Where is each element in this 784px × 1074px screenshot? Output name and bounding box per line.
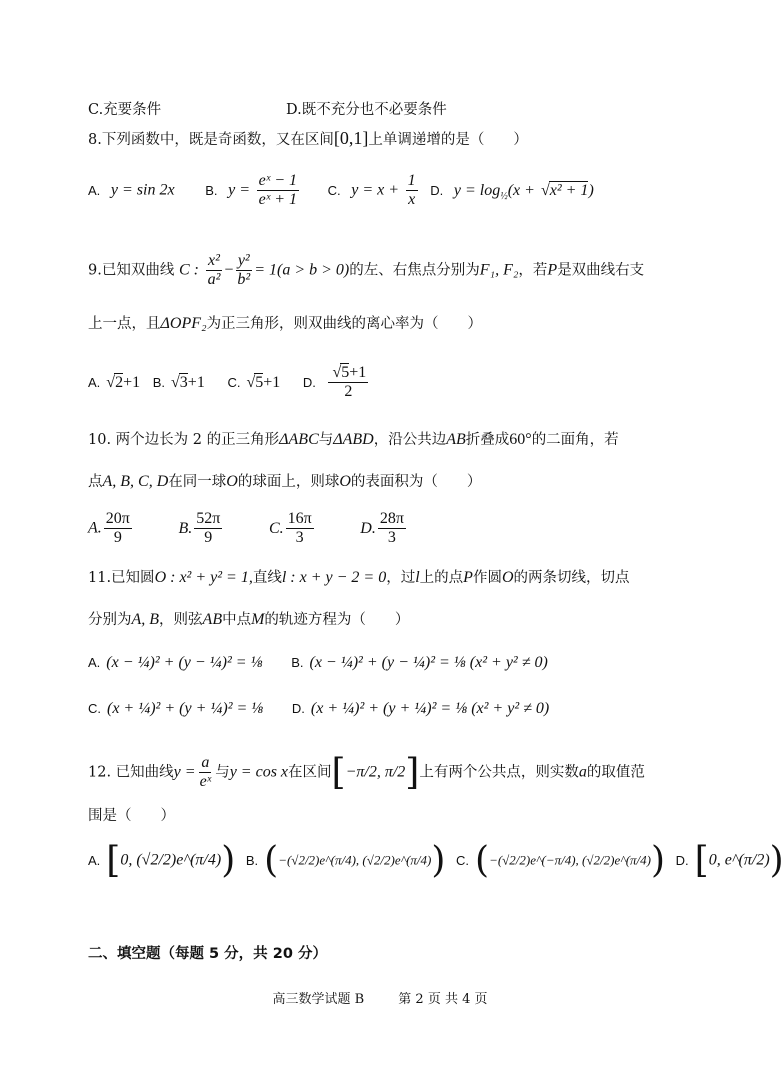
q10-option-b: $\frac{52\pi}{9}$ (196, 510, 221, 546)
q11-option-c: (x + ¼)² + (y + ¼)² = ⅛ (107, 700, 264, 717)
q11-option-d-label: D. (291, 701, 305, 716)
q12-option-c-label: C. (456, 852, 470, 868)
q8-option-b-label: B. (205, 182, 218, 198)
q10-l1a: 10. 两个边长为 2 的正三角形 (88, 432, 280, 448)
q10-l2b: 在同一球 (168, 474, 227, 490)
q8-option-b-fraction: $\frac{\text{eˣ − 1}}{\text{eˣ + 1}}$ (258, 172, 298, 208)
q9-frac-x: $\frac{\text{x²}}{\text{a²}}$ (207, 252, 221, 288)
q12-l1a: 12. 已知曲线 (88, 764, 174, 781)
q11-l1b: 直线 (252, 570, 282, 586)
question-8 (88, 128, 528, 149)
q10-option-d: $\frac{28\pi}{3}$ (379, 510, 404, 546)
q9-option-b-label: B. (152, 374, 166, 390)
q10-triangle-abc: ΔABC (279, 431, 319, 448)
q11-chord: AB (202, 611, 223, 628)
q10-angle: 60° (509, 431, 532, 448)
question-12: 12. 已知曲线y = $\frac{a}{\text{eˣ}}$ 与y = cos x在区间[−π/2, π/2]上有两个公共点，则实数a的取值范 (88, 752, 645, 793)
q10-option-b-label: B. (178, 519, 193, 537)
q9-option-a-label: A. (88, 374, 101, 390)
q11-l2a: 分别为 (88, 612, 132, 628)
q8-option-b-lhs: y = (228, 181, 250, 199)
q10-option-c: $\frac{16\pi}{3}$ (287, 510, 312, 546)
q9-option-d-label: D. (302, 374, 316, 390)
q12-option-b: −(√2/2)e^(π/4), (√2/2)e^(π/4) (278, 852, 432, 868)
question-9: 9.已知双曲线 C : $\frac{\text{x²}}{\text{a²}}$ − $\frac{\text{y²}}{\text{b²}}$ = 1(a > b > 0)的左、右焦点分别为F₁, F₂，若P是双曲线右支 (88, 252, 645, 288)
section-heading (88, 942, 327, 963)
q11-l1e: 作圆 (472, 570, 502, 586)
q9-frac-y: $\frac{\text{y²}}{\text{b²}}$ (237, 252, 251, 288)
q10-options (88, 510, 408, 547)
q9-option-b: √ 3+1 (179, 374, 205, 391)
q12-option-c: −(√2/2)e^(−π/4), (√2/2)e^(π/4) (489, 852, 651, 868)
q9-triangle: ΔOPF₂ (160, 315, 207, 332)
q8-option-c-fraction: $\frac{1}{x}$ (407, 172, 416, 208)
q10-l2a: 点 (88, 474, 103, 490)
q10-triangle-abd: ΔABD (333, 431, 374, 448)
q8-interval: [0,1] (333, 128, 369, 148)
q11-l2c: 中点 (222, 612, 252, 628)
q9-point: P (547, 261, 558, 279)
q12-option-a-label: A. (88, 852, 101, 868)
q9-line2b: 为正三角形，则双曲线的离心率为（ ） (206, 316, 483, 332)
q9-end2: 是双曲线右支 (557, 262, 645, 279)
q11-option-b: (x − ¼)² + (y − ¼)² = ⅛ (x² + y² ≠ 0) (309, 654, 548, 671)
q12-option-a: 0, (√2/2)e^(π/4) (120, 851, 222, 869)
q10-option-c-label: C. (268, 519, 284, 537)
q11-o: O (501, 569, 514, 586)
q11-l1d: 上的点 (419, 570, 464, 586)
q11-m: M (251, 611, 265, 628)
q10-l1c: ，沿公共边 (373, 432, 447, 448)
q11-line2 (88, 608, 409, 629)
q9-line2 (88, 312, 482, 333)
q12-a: a (578, 763, 587, 781)
q10-sphere-2: O (339, 473, 351, 490)
q10-line2 (88, 470, 481, 491)
q9-mid: 的左、右焦点分别为 (349, 262, 480, 279)
q11-option-c-label: C. (88, 701, 101, 716)
q10-edge: AB (446, 431, 466, 448)
q7-option-c: C.充要条件 (88, 102, 162, 118)
q9-option-a: √ 2+1 (114, 374, 140, 391)
q8-options (88, 172, 594, 209)
page-footer (0, 988, 760, 1007)
q12-option-d-label: D. (675, 852, 689, 868)
q11-p: P (463, 569, 473, 586)
q8-option-a-label: A. (88, 182, 101, 198)
q12-y: y = (173, 763, 196, 781)
q9-options (88, 364, 370, 401)
q10-l2d: 的表面积为（ ） (350, 474, 482, 490)
question-11 (88, 566, 630, 587)
q11-circle: O : x² + y² = 1, (154, 569, 253, 586)
q8-stem2: 上单调递增的是（ ） (368, 132, 528, 148)
q10-l1b: 与 (318, 432, 334, 448)
q11-l2d: 的轨迹方程为（ ） (264, 612, 410, 628)
q12-l1b: 与 (215, 764, 230, 781)
footer-title: 高三数学试题 B (272, 992, 365, 1007)
q9-option-d: √ $\frac{5+1}{2}$ (328, 364, 368, 401)
q12-options: A. [0, (√2/2)e^(π/4)) B. (−(√2/2)e^(π/4), (√2/2)e^(π/4)) C. (−(√2/2)e^(−π/4), (√2/2)e^(π/4)) D. [0, e^(π/2)) (88, 840, 784, 881)
q12-option-b-label: B. (245, 852, 259, 868)
q10-option-a-label: A. (88, 519, 102, 537)
q11-option-a: (x − ¼)² + (y − ¼)² = ⅛ (106, 654, 263, 671)
q12-l2: 围是（ ） (88, 808, 175, 824)
q11-ab: A, B (131, 611, 160, 628)
section-2-title: 二、填空题（每题 5 分，共 20 分） (88, 946, 327, 962)
footer-page-number: 第 2 页 共 4 页 (398, 992, 488, 1007)
q12-cos: y = cos x (229, 763, 289, 781)
q11-option-d: (x + ¼)² + (y + ¼)² = ⅛ (x² + y² ≠ 0) (310, 700, 550, 717)
q11-option-b-label: B. (291, 655, 304, 670)
q8-option-c-lhs: y = x + (351, 181, 400, 199)
q7-options (88, 98, 447, 119)
q9-stem: 9.已知双曲线 (88, 262, 175, 279)
q9-hyperbola-name: C : (178, 261, 199, 279)
q11-options-cd (88, 700, 549, 718)
q8-option-a: y = sin 2x (110, 181, 175, 199)
q10-option-d-label: D. (360, 519, 376, 537)
q12-option-d: 0, e^(π/2) (708, 851, 770, 869)
q8-option-c-label: C. (327, 182, 341, 198)
question-10 (88, 428, 619, 449)
q9-eq-rest: = 1(a > b > 0) (254, 261, 350, 279)
q11-line: l : x + y − 2 = 0 (281, 569, 387, 586)
q12-fraction: $\frac{a}{\text{eˣ}}$ (199, 754, 212, 790)
q10-l1e: 的二面角，若 (531, 432, 619, 448)
q9-foci: F₁, F₂ (479, 261, 519, 279)
q10-l1d: 折叠成 (465, 432, 510, 448)
q11-l1a: 11.已知圆 (88, 570, 155, 586)
q8-option-d-label: D. (430, 182, 444, 198)
q9-option-c: √ 5+1 (254, 374, 280, 391)
q11-l2b: ，则弦 (159, 612, 203, 628)
q11-l1c: ，过 (386, 570, 416, 586)
q10-sphere: O (226, 473, 238, 490)
q9-end: ，若 (518, 262, 548, 279)
q12-l1d: 上有两个公共点，则实数 (419, 764, 579, 781)
q12-l1c: 在区间 (288, 764, 332, 781)
q10-points: A, B, C, D (102, 473, 169, 490)
q11-l1f: 的两条切线，切点 (513, 570, 630, 586)
q12-l1e: 的取值范 (586, 764, 645, 781)
q10-option-a: $\frac{20\pi}{9}$ (105, 510, 130, 546)
q11-l: l (415, 569, 420, 586)
q12-interval: −π/2, π/2 (345, 763, 406, 781)
q11-option-a-label: A. (88, 655, 101, 670)
q8-option-d: $y = \log_{\frac{1}{2}}(x$ + √ x² + 1) (454, 182, 594, 199)
q9-line2a: 上一点，且 (88, 316, 161, 332)
q7-option-d: D.既不充分也不必要条件 (286, 102, 447, 118)
q8-stem: 8.下列函数中，既是奇函数，又在区间 (88, 132, 334, 148)
q10-l2c: 的球面上，则球 (237, 474, 340, 490)
q12-line2 (88, 804, 175, 825)
q11-options-ab (88, 654, 548, 672)
q9-option-c-label: C. (227, 374, 241, 390)
